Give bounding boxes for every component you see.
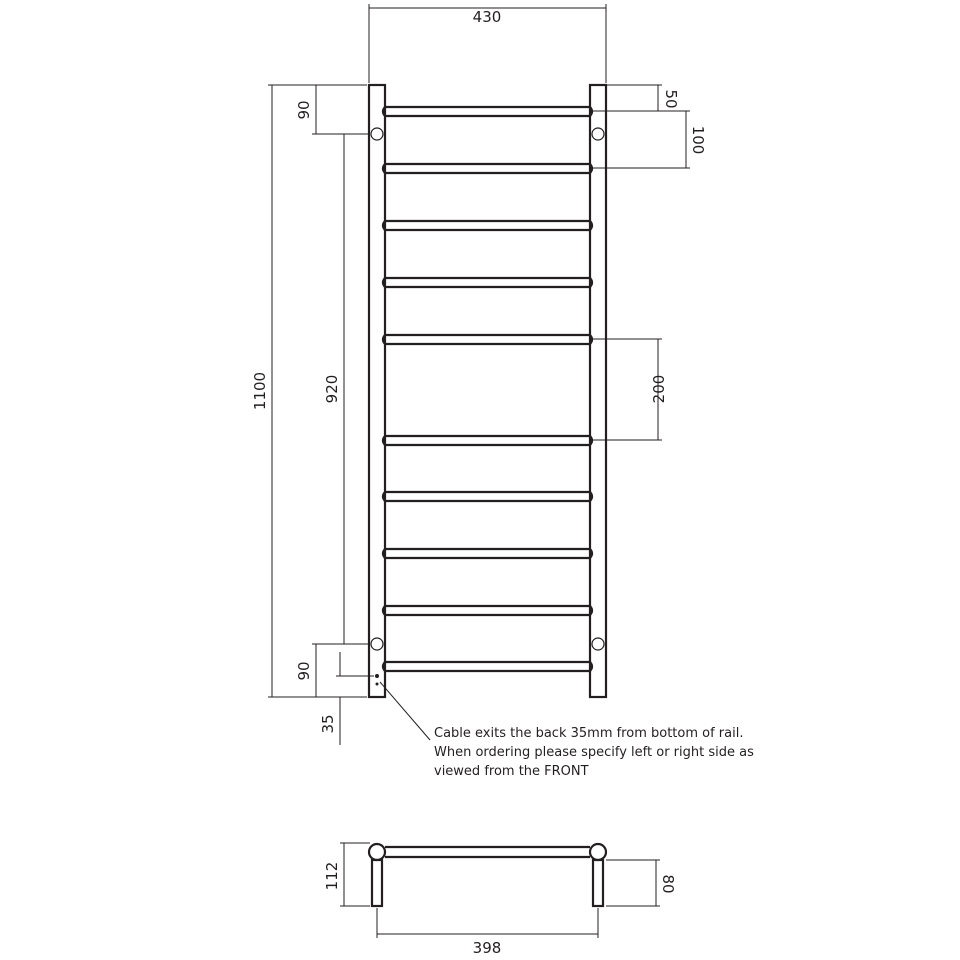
bracket-top-left: [371, 128, 383, 140]
dim-label-rail-spacing: 100: [689, 125, 707, 155]
rail: [383, 492, 592, 501]
side-bracket-left: [369, 844, 385, 860]
dim-label-width-top: 430: [472, 8, 502, 26]
rail: [383, 221, 592, 230]
cable-note: [434, 724, 774, 781]
rail: [383, 164, 592, 173]
dim-label-width-bottom: 398: [472, 939, 502, 957]
side-bracket-right: [590, 844, 606, 860]
dim-label-bracket-spacing: 920: [323, 374, 341, 404]
right-post: [590, 85, 606, 697]
cable-note-line: Cable exits the back 35mm from bottom of rail.: [434, 726, 744, 741]
cable-leader-line: [380, 682, 430, 740]
bracket-bottom-left: [371, 638, 383, 650]
rail: [383, 436, 592, 445]
side-rail: [385, 847, 590, 857]
left-post: [369, 85, 385, 697]
side-post-left: [372, 860, 382, 906]
cable-exit-point: [376, 683, 379, 686]
rail: [383, 606, 592, 615]
bracket-bottom-right: [592, 638, 604, 650]
dim-label-bottom-offset-left: 90: [295, 661, 313, 681]
rail: [383, 335, 592, 344]
rail: [383, 278, 592, 287]
dim-label-depth: 112: [323, 861, 341, 891]
rail: [383, 107, 592, 116]
rail: [383, 549, 592, 558]
dim-label-top-offset-left: 90: [295, 100, 313, 120]
side-post-right: [593, 860, 603, 906]
dim-label-cable-offset: 35: [319, 714, 337, 734]
cable-note-line: viewed from the FRONT: [434, 764, 589, 779]
horizontal-rails: [383, 107, 592, 671]
dim-label-rail-depth: 80: [659, 874, 677, 894]
rail: [383, 662, 592, 671]
dim-label-top-offset-right: 50: [662, 89, 680, 109]
dim-label-rail-gap: 200: [650, 374, 668, 404]
dim-label-overall-height: 1100: [251, 371, 269, 411]
bracket-top-right: [592, 128, 604, 140]
cable-exit-point: [375, 674, 379, 678]
cable-note-line: When ordering please specify left or right side as: [434, 745, 754, 760]
